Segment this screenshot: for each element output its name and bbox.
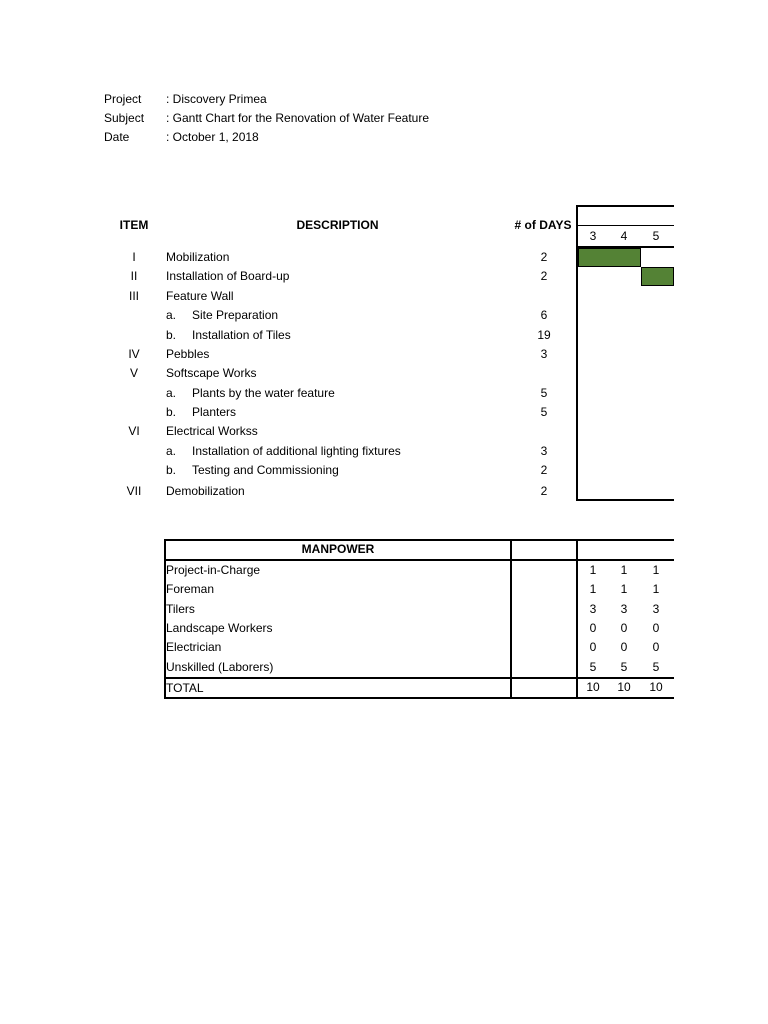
task-description: Demobilization	[166, 484, 245, 498]
project-value: : Discovery Primea	[166, 92, 267, 106]
task-days: 2	[540, 269, 548, 283]
gantt-bar-mobilization	[578, 248, 641, 267]
subtask-letter: b.	[166, 405, 177, 419]
manpower-total-count: 10	[617, 680, 631, 694]
manpower-top-border-days	[576, 539, 674, 541]
task-description: Softscape Works	[166, 366, 257, 380]
manpower-count: 1	[589, 563, 597, 577]
manpower-count: 0	[589, 640, 597, 654]
days-column-header: # of DAYS	[514, 218, 572, 232]
task-days: 19	[537, 328, 551, 342]
subtask-description: Site Preparation	[192, 308, 279, 322]
task-days: 5	[540, 405, 548, 419]
manpower-count: 1	[589, 582, 597, 596]
manpower-count: 0	[620, 621, 628, 635]
manpower-count: 0	[652, 621, 660, 635]
task-description: Feature Wall	[166, 289, 234, 303]
manpower-title: MANPOWER	[301, 542, 375, 556]
description-column-header: DESCRIPTION	[296, 218, 379, 232]
manpower-total-count: 10	[586, 680, 600, 694]
manpower-role-label: Foreman	[166, 582, 215, 596]
manpower-count: 0	[652, 640, 660, 654]
manpower-role-label: Tilers	[166, 602, 195, 616]
manpower-count: 1	[652, 582, 660, 596]
manpower-total-label: TOTAL	[166, 681, 204, 695]
task-item-number: VI	[128, 424, 140, 438]
manpower-label-divider	[510, 539, 512, 699]
manpower-count: 3	[589, 602, 597, 616]
subtask-description: Installation of additional lighting fixtures	[192, 444, 401, 458]
subject-value: : Gantt Chart for the Renovation of Water Feature	[166, 111, 430, 125]
task-item-number: III	[128, 289, 139, 303]
task-item-number: V	[129, 366, 138, 380]
manpower-total-count: 10	[649, 680, 663, 694]
manpower-count: 1	[620, 582, 628, 596]
task-item-number: I	[132, 250, 136, 264]
task-days: 3	[540, 444, 548, 458]
date-value: : October 1, 2018	[166, 130, 259, 144]
timeline-day-5: 5	[652, 229, 660, 243]
timeline-day-4: 4	[620, 229, 628, 243]
manpower-role-label: Landscape Workers	[166, 621, 273, 635]
task-item-number: IV	[128, 347, 140, 361]
task-days: 5	[540, 386, 548, 400]
item-column-header: ITEM	[119, 218, 149, 232]
task-days: 6	[540, 308, 548, 322]
task-days: 3	[540, 347, 548, 361]
subtask-description: Installation of Tiles	[192, 328, 291, 342]
manpower-count: 5	[652, 660, 660, 674]
subtask-letter: a.	[166, 386, 177, 400]
task-days: 2	[540, 250, 548, 264]
manpower-role-label: Unskilled (Laborers)	[166, 660, 274, 674]
task-description: Mobilization	[166, 250, 230, 264]
subtask-description: Testing and Commissioning	[192, 463, 339, 477]
manpower-total-top-border	[164, 677, 674, 679]
task-description: Electrical Workss	[166, 424, 258, 438]
date-label: Date	[104, 130, 130, 144]
manpower-role-label: Electrician	[166, 640, 222, 654]
task-days: 2	[540, 484, 548, 498]
manpower-count: 3	[652, 602, 660, 616]
manpower-count: 1	[652, 563, 660, 577]
timeline-day-3: 3	[589, 229, 597, 243]
project-label: Project	[104, 92, 142, 106]
timeline-header-divider	[576, 225, 674, 226]
manpower-role-label: Project-in-Charge	[166, 563, 261, 577]
subtask-description: Plants by the water feature	[192, 386, 335, 400]
manpower-count: 5	[620, 660, 628, 674]
gantt-bar-board-up	[641, 267, 674, 286]
manpower-top-border	[164, 539, 510, 541]
manpower-bottom-border	[164, 697, 674, 699]
task-item-number: II	[130, 269, 138, 283]
manpower-count: 3	[620, 602, 628, 616]
subtask-description: Planters	[192, 405, 237, 419]
task-item-number: VII	[126, 484, 142, 498]
task-description: Pebbles	[166, 347, 210, 361]
subtask-letter: b.	[166, 463, 177, 477]
manpower-top-border-blank	[510, 539, 576, 541]
task-description: Installation of Board-up	[166, 269, 290, 283]
manpower-header-bottom-border	[164, 559, 674, 561]
subtask-letter: a.	[166, 444, 177, 458]
manpower-count: 0	[620, 640, 628, 654]
subject-label: Subject	[104, 111, 145, 125]
subtask-letter: a.	[166, 308, 177, 322]
manpower-count: 1	[620, 563, 628, 577]
manpower-count: 5	[589, 660, 597, 674]
subtask-letter: b.	[166, 328, 177, 342]
task-days: 2	[540, 463, 548, 477]
manpower-count: 0	[589, 621, 597, 635]
